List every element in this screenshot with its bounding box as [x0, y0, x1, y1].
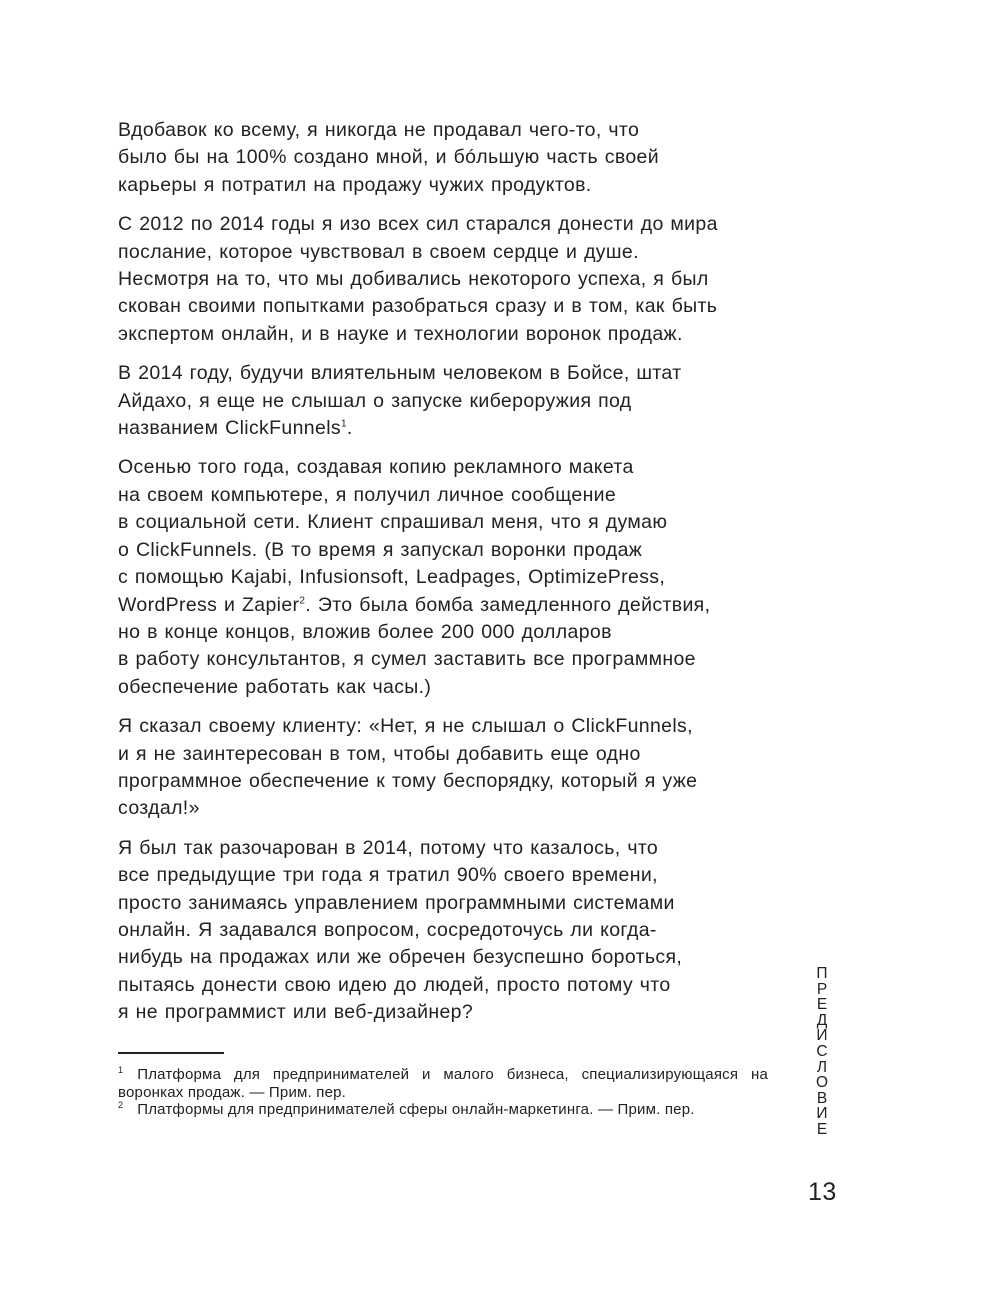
text-line-end: . Это была бомба замедленного действия, — [305, 593, 711, 616]
text-line: с помощью Kajabi, Infusionsoft, Leadpages, OptimizePress, — [118, 566, 666, 589]
text-line: С 2012 по 2014 годы я изо всех сил старался донести до мира — [118, 213, 718, 236]
text-line: В 2014 году, будучи влиятельным человеком в Бойсе, штат — [118, 362, 682, 385]
text-line: пытаясь донести свою идею до людей, просто потому что — [118, 973, 671, 996]
paragraph-1 — [118, 117, 768, 199]
text-line: все предыдущие три года я тратил 90% своего времени, — [118, 864, 658, 887]
footnote-ref-2[interactable]: 2 — [299, 595, 306, 606]
text-line: послание, которое чувствовал в своем сердце и душе. — [118, 240, 639, 263]
text-line: Несмотря на то, что мы добивались некоторого успеха, я был — [118, 268, 709, 291]
text-line: Вдобавок ко всему, я никогда не продавал чего-то, что — [118, 119, 640, 141]
paragraph-4 — [118, 454, 768, 701]
paragraph-2 — [118, 211, 768, 348]
footnote-2 — [118, 1101, 768, 1119]
footnotes — [118, 1066, 768, 1119]
text-line: в социальной сети. Клиент спрашивал меня, что я думаю — [118, 511, 668, 534]
footnote-mark: 1 — [118, 1065, 124, 1075]
text-line: экспертом онлайн, и в науке и технологии воронок продаж. — [118, 322, 683, 345]
footnote-ref-1[interactable]: 1 — [340, 418, 347, 430]
text-line: Я сказал своему клиенту: «Нет, я не слышал о ClickFunnels, — [118, 715, 693, 738]
text-line-end: . — [346, 417, 353, 440]
text-line: названием ClickFunnels — [118, 417, 341, 440]
footnote-text: Платформа для предпринимателей и малого бизнеса, специализирующаяся на воронках продаж. — Прим. пер. — [118, 1066, 768, 1101]
text-line: нибудь на продажах или же обречен безуспешно бороться, — [118, 946, 683, 969]
text-line: обеспечение работать как часы.) — [118, 675, 432, 698]
text-line: онлайн. Я задавался вопросом, сосредоточусь ли когда- — [118, 918, 657, 941]
text-line: карьеры я потратил на продажу чужих продуктов. — [118, 173, 592, 196]
text-line: я не программист или веб-дизайнер? — [118, 1001, 474, 1024]
text-line: программное обеспечение к тому беспорядку, который я уже — [118, 769, 698, 792]
footnote-text: Платформы для предпринимателей сферы онлайн-маркетинга. — Прим. пер. — [137, 1101, 695, 1118]
paragraph-5 — [118, 713, 768, 823]
paragraph-6 — [118, 835, 768, 1027]
text-line: и я не заинтересован в том, чтобы добавить еще одно — [118, 742, 641, 765]
text-line: было бы на 100% создано мной, и бóльшую часть своей — [118, 146, 659, 169]
paragraph-3 — [118, 360, 768, 442]
text-line: но в конце концов, вложив более 200 000 долларов — [118, 620, 612, 643]
text-line: о ClickFunnels. (В то время я запускал воронки продаж — [118, 538, 643, 561]
text-line: просто занимаясь управлением программными системами — [118, 891, 675, 914]
text-line: скован своими попытками разобраться сразу и в том, как быть — [118, 295, 718, 318]
text-line: WordPress и Zapier — [118, 593, 300, 616]
text-line: на своем компьютере, я получил личное сообщение — [118, 483, 617, 506]
running-header: П Р Е Д И С Л О В И Е — [815, 965, 829, 1138]
text-line: Айдахо, я еще не слышал о запуске кибероружия под — [118, 389, 632, 412]
text-line: создал!» — [118, 797, 200, 820]
footnote-1 — [118, 1066, 768, 1101]
footnote-divider — [118, 1052, 224, 1054]
footnote-mark: 2 — [118, 1100, 124, 1110]
text-line: Осенью того года, создавая копию рекламного макета — [118, 456, 634, 479]
text-line: в работу консультантов, я сумел заставить все программное — [118, 648, 696, 671]
page-number: 13 — [808, 1178, 837, 1206]
main-text — [118, 117, 768, 1039]
text-line: Я был так разочарован в 2014, потому что казалось, что — [118, 836, 659, 859]
